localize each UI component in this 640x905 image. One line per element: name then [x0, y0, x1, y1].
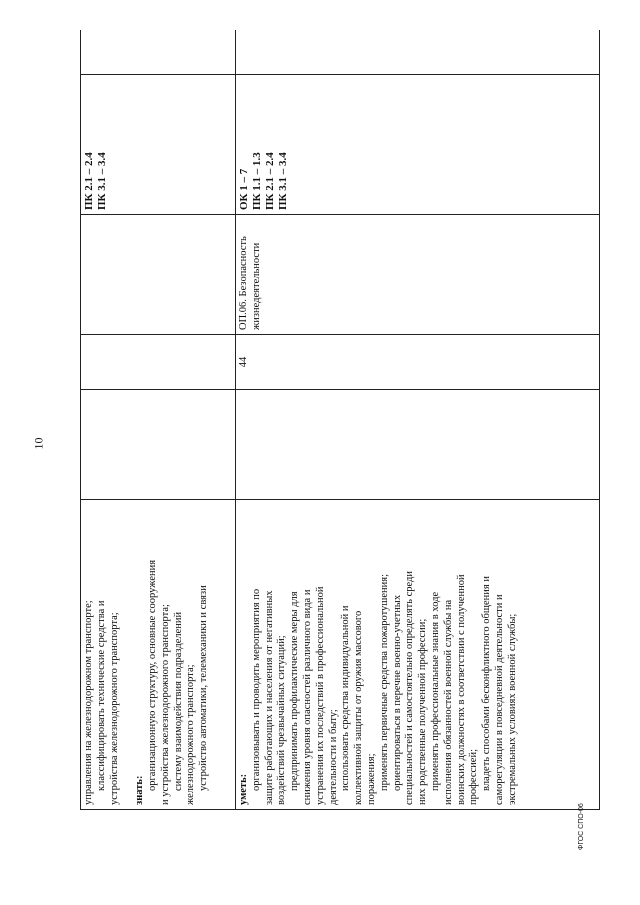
row1-max-load-cell	[81, 390, 236, 500]
row2-line-19: владеть способами бесконфликтного общения и	[481, 576, 493, 791]
row1-line-5: организационную структуру, основные сооружения	[146, 559, 158, 791]
row1-discipline-cell	[81, 215, 236, 335]
row2-line-5: снижения уровня опасностей различного вида и	[301, 589, 313, 805]
row2-line-17: воинских должностях в соответствии с полученной	[455, 574, 467, 805]
row2-max-load-cell	[236, 390, 600, 500]
row1-competencies-cell	[81, 75, 236, 215]
row1-line-1: классифицировать технические средства и	[95, 600, 107, 791]
row2-line-6: устранения их последствий в профессиональной	[314, 586, 326, 805]
row2-line-1: организовывать и проводить мероприятия по	[250, 588, 262, 791]
row2-line-4: предпринимать профилактические меры для	[289, 591, 301, 791]
row1-line-3	[121, 504, 134, 805]
row2-hours-cell: 44	[236, 335, 600, 390]
row1-competency-1: ПК 3.1 – 3.4	[96, 152, 108, 210]
table-row	[236, 30, 600, 810]
row2-competencies-cell	[236, 75, 600, 215]
row2-discipline-cell: ОП.06. Безопасность жизнедеятельности	[236, 215, 600, 335]
row2-line-14: них родственные полученной профессии;	[417, 618, 429, 805]
footer-standard-code: ФГОС СПО-06	[578, 803, 585, 850]
rotated-table-viewport	[80, 30, 600, 810]
row1-competency-0: ПК 2.1 – 2.4	[83, 152, 95, 210]
row2-line-20: саморегуляции в повседневной деятельности и	[493, 594, 505, 805]
row2-line-13: специальностей и самостоятельно определять среди	[404, 571, 416, 805]
row2-line-11: применять первичные средства пожаротушения;	[378, 573, 390, 791]
row1-line-8: железнодорожного транспорта;	[185, 664, 197, 805]
row2-competency-2: ПК 2.1 – 2.4	[264, 152, 276, 210]
row2-line-2: защите работающих и населения от негативных	[263, 590, 275, 805]
row2-line-9: коллективной защиты от оружия массового	[353, 610, 365, 805]
row1-hours-cell	[81, 335, 236, 390]
row1-line-6: и устройства железнодорожного транспорта;	[159, 604, 171, 805]
table-row	[81, 30, 236, 810]
row2-line-16: исполнения обязанностей военной службы на	[442, 599, 454, 805]
row2-line-3: воздействий чрезвычайных ситуаций;	[276, 635, 288, 805]
rotated-table-container	[80, 30, 600, 810]
row2-line-0: уметь:	[238, 773, 249, 805]
row1-line-4: знать:	[134, 775, 146, 805]
row2-line-21: экстремальных условиях военной службы;	[506, 613, 518, 805]
page-number: 10	[31, 437, 46, 450]
row1-extra-cell	[81, 30, 236, 75]
row2-line-18: профессией;	[468, 749, 480, 805]
row2-competency-0: ОК 1 – 7	[238, 168, 250, 210]
row2-competency-3: ПК 3.1 – 3.4	[277, 152, 289, 210]
row1-line-7: систему взаимодействия подразделений	[172, 611, 184, 791]
row2-extra-cell	[236, 30, 600, 75]
row2-line-10: поражения;	[365, 753, 377, 805]
row2-line-8: использовать средства индивидуальной и	[340, 605, 352, 791]
row1-content-cell	[81, 500, 236, 810]
row1-line-0: управления на железнодорожном транспорте;	[83, 600, 94, 805]
row2-competency-1: ПК 1.1 – 1.3	[251, 152, 263, 210]
row2-content-cell	[236, 500, 600, 810]
row1-line-9: устройство автоматики, телемеханики и связи	[198, 585, 210, 791]
row1-line-2: устройства железнодорожного транспорта;	[108, 612, 120, 805]
row2-line-12: ориентироваться в перечне военно-учетных	[391, 594, 403, 791]
curriculum-table	[80, 30, 600, 810]
row2-line-15: применять профессиональные знания в ходе	[429, 591, 441, 791]
row2-line-7: деятельности и быту;	[327, 709, 339, 805]
